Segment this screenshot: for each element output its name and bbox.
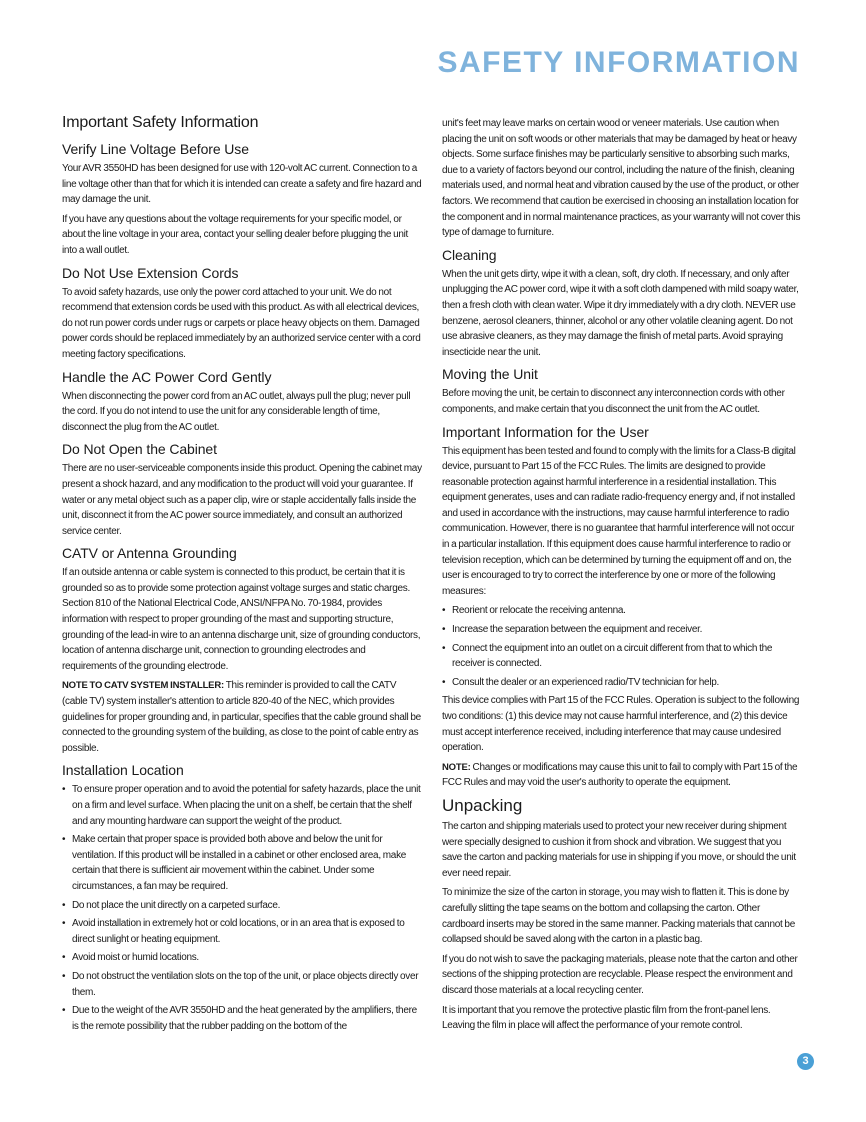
note-paragraph [442,760,802,791]
right-column [442,116,802,1038]
section-heading-unpacking: Unpacking [442,795,523,815]
paragraph: The carton and shipping materials used to protect your new receiver during shipment were specially designed to cushion it from shock and vibration. We suggest that you save the carton and packing materials for use in shipping if you move, or should the unit ever need repair. [442,820,796,879]
paragraph: unit's feet may leave marks on certain wood or veneer materials. Use caution when placing the unit on soft woods or other materials that may be damaged by heat or heavy objects. Some surface finishes may be particularly sensitive to absorbing such marks, due to a variety of factors beyond our control, including the nature of the finish, cleaning materials used, and normal heat and vibration caused by the use of the product, or other factors. We recommend that caution be exercised in choosing an installation location for the component and in normal maintenance practices, as your warranty will not cover this type of damage to furniture. [442,118,801,239]
fcc-bullet-list [442,603,802,690]
paragraph: This device complies with Part 15 of the FCC Rules. Operation is subject to the following two conditions: (1) this device may not cause harmful interference, and (2) this device must accept interference received, including interference that may cause undesired operation. [442,695,800,754]
list-item: • Due to the weight of the AVR 3550HD and the heat generated by the amplifiers, there is the remote possibility that the rubber padding on the bottom of the [62,1003,422,1034]
list-item: • Avoid moist or humid locations. [62,950,422,966]
section-heading-cabinet: Do Not Open the Cabinet [62,441,217,458]
note-label: NOTE TO CATV SYSTEM INSTALLER: [62,680,224,692]
section-heading-installation: Installation Location [62,762,184,779]
section-heading-user-info: Important Information for the User [442,423,649,440]
list-item: • Do not place the unit directly on a carpeted surface. [62,898,422,914]
section-heading-extension-cords: Do Not Use Extension Cords [62,264,239,281]
list-item: • Consult the dealer or an experienced radio/TV technician for help. [442,675,802,691]
paragraph: To avoid safety hazards, use only the power cord attached to your unit. We do not recommend that extension cords be used with this product. As with all electrical devices, do not run power cords under rugs or carpets or place heavy objects on them. Damaged power cords should be replaced immediately by an authorized service center with a cord meeting factory specifications. [62,286,421,360]
list-item: • Avoid installation in extremely hot or cold locations, or in an area that is exposed to direct sunlight or heating equipment. [62,916,422,947]
paragraph: When the unit gets dirty, wipe it with a clean, soft, dry cloth. If necessary, and only after unplugging the AC power cord, wipe it with a soft cloth dampened with mild soapy water, then a fresh cloth with clean water. Wipe it dry immediately with a dry cloth. NEVER use benzene, aerosol cleaners, thinner, alcohol or any other volatile cleaning agent. Do not use abrasive cleaners, as they may damage the finish of metal parts. Avoid spraying insecticide near the unit. [442,268,799,358]
list-item: • To ensure proper operation and to avoid the potential for safety hazards, place the unit on a firm and level surface. When placing the unit on a shelf, be certain that the shelf and any mounting hardware can support the weight of the product. [62,782,422,829]
note-text: This reminder is provided to call the CATV (cable TV) system installer's attention to article 820-40 of the NEC, which provides guidelines for proper grounding and, in particular, specifies that the cable ground shall be connected to the grounding system of the building, as close to the point of cable entry as possible. [62,680,421,754]
page-number-badge: 3 [797,1053,814,1070]
installation-bullet-list [62,782,422,1034]
list-item: • Do not obstruct the ventilation slots on the top of the unit, or place objects directly over them. [62,969,422,1000]
section-heading-moving: Moving the Unit [442,366,538,383]
list-item: • Reorient or relocate the receiving antenna. [442,603,802,619]
paragraph: There are no user-serviceable components inside this product. Opening the cabinet may present a shock hazard, and any modification to the product will void your guarantee. If water or any metal object such as a paper clip, wire or staple accidentally falls inside the unit, disconnect it from the AC power source immediately, and consult an authorized service center. [62,463,422,537]
paragraph: Your AVR 3550HD has been designed for use with 120-volt AC current. Connection to a line voltage other than that for which it is intended can create a safety and fire hazard and may damage the unit. [62,163,422,206]
page-header-title: SAFETY INFORMATION [437,46,800,79]
note-label: NOTE: [442,761,471,773]
paragraph: If you do not wish to save the packaging materials, please note that the carton and other sections of the shipping protection are recyclable. Please respect the environment and discard those materials at a local recycling center. [442,953,798,996]
note-paragraph [62,678,422,756]
list-item: • Increase the separation between the equipment and receiver. [442,622,802,638]
paragraph: To minimize the size of the carton in storage, you may wish to flatten it. This is done by carefully slitting the tape seams on the bottom and collapsing the carton. Other cardboard inserts may be stored in the same manner. Packing materials that cannot be collapsed should be saved along with the carton in a plastic bag. [442,887,795,946]
section-heading-line-voltage: Verify Line Voltage Before Use [62,141,249,157]
list-item: • Connect the equipment into an outlet on a circuit different from that to which the receiver is connected. [442,641,802,672]
section-heading-catv-grounding: CATV or Antenna Grounding [62,545,237,562]
paragraph: It is important that you remove the protective plastic film from the front-panel lens. Leaving the film in place will affect the performance of your remote control. [442,1004,771,1032]
left-column [62,112,422,1037]
main-title: Important Safety Information [62,114,259,131]
paragraph: Before moving the unit, be certain to disconnect any interconnection cords with other components, and make certain that you disconnect the unit from the AC outlet. [442,388,785,415]
paragraph: If you have any questions about the voltage requirements for your specific model, or about the line voltage in your area, contact your selling dealer before plugging the unit into a wall outlet. [62,213,408,256]
list-item: • Make certain that proper space is provided both above and below the unit for ventilation. If this product will be installed in a cabinet or other enclosed area, make certain that there is sufficient air movement within the cabinet. Under some circumstances, a fan may be required. [62,832,422,894]
paragraph: When disconnecting the power cord from an AC outlet, always pull the plug; never pull the cord. If you do not intend to use the unit for any considerable length of time, disconnect the plug from the AC outlet. [62,390,411,433]
paragraph: If an outside antenna or cable system is connected to this product, be certain that it is grounded so as to provide some protection against voltage surges and static charges. Section 810 of the National Electrical Code, ANSI/NFPA No. 70-1984, provides information with respect to proper grounding of the mast and supporting structure, grounding of the lead-in wire to an antenna discharge unit, size of grounding conductors, location of antenna discharge unit, connection to grounding electrodes and requirements of the grounding electrode. [62,567,421,672]
note-text: Changes or modifications may cause this unit to fail to comply with Part 15 of the FCC Rules and may void the user's authority to operate the equipment. [442,761,798,789]
section-heading-power-cord: Handle the AC Power Cord Gently [62,368,272,385]
section-heading-cleaning: Cleaning [442,246,497,263]
paragraph: This equipment has been tested and found to comply with the limits for a Class-B digital device, pursuant to Part 15 of the FCC Rules. The limits are designed to provide reasonable protection against harmful interference in a residential installation. This equipment generates, uses and can radiate radio-frequency energy and, if not installed and used in accordance with the instructions, may cause harmful interference to radio communication. However, there is no guarantee that harmful interference will not occur in a particular installation. If this equipment does cause harmful interference to radio or television reception, which can be determined by turning the equipment off and on, the user is encouraged to try to correct the interference by one or more of the following measures: [442,445,796,597]
